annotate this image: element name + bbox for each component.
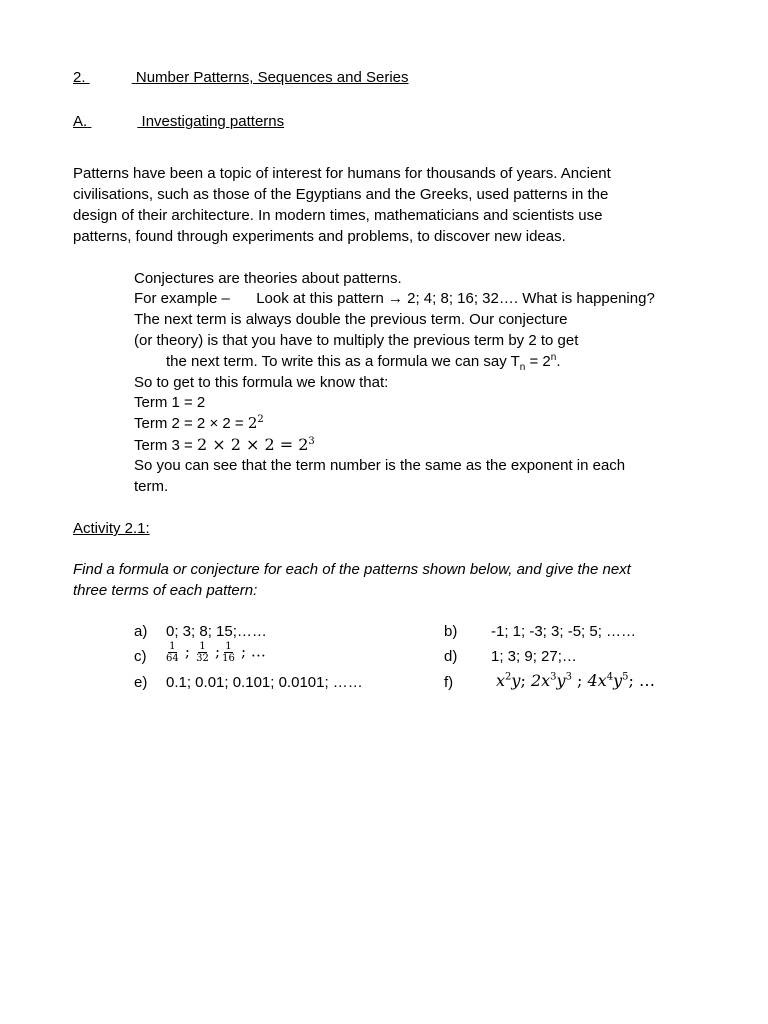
explain-line-2 — [134, 290, 655, 307]
explain-line-10: So you can see that the term number is the same as the exponent in each — [134, 457, 626, 474]
intro-paragraph — [73, 163, 611, 247]
section-number: 2. — [73, 69, 86, 86]
fraction-1-32: $\frac{1}{32}$ — [196, 641, 209, 664]
term-2-text: Term 2 = 2 × 2 = — [134, 415, 248, 432]
problem-f-text: $x^2y$; $2x^3y^3$ ; $4x^4y^5$; … — [496, 671, 655, 690]
explain-line-4: (or theory) is that you have to multiply the previous term by 2 to get — [134, 332, 579, 349]
problem-b-text: -1; 1; -3; 3; -5; 5; …… — [491, 623, 637, 640]
formula-exponent: n — [550, 352, 557, 363]
problem-e-label: e) — [134, 674, 148, 691]
formula-period: . — [556, 353, 561, 370]
explain-line-3: The next term is always double the previous term. Our conjecture — [134, 311, 568, 328]
term-3-product: 2 × 2 × 2 = 2 — [196, 435, 309, 454]
problem-c-label: c) — [134, 648, 147, 665]
problem-a-label: a) — [134, 623, 148, 640]
activity-title: Activity 2.1: — [73, 520, 150, 537]
problem-b-label: b) — [444, 623, 458, 640]
problem-a-text: 0; 3; 8; 15;…… — [166, 623, 267, 640]
fraction-1-16: $\frac{1}{16}$ — [222, 641, 235, 664]
problem-c-text: $\frac{1}{64}$ ; $\frac{1}{32}$ ; $\frac{1}{16}$ ; … — [166, 641, 266, 664]
section-heading — [73, 69, 409, 86]
example-lead: For example – — [134, 290, 230, 307]
explain-line-11: term. — [134, 478, 169, 495]
term-3-power-exp: 3 — [308, 436, 315, 447]
explain-line-6: So to get to this formula we know that: — [134, 374, 389, 391]
section-title: Number Patterns, Sequences and Series — [135, 69, 409, 86]
subsection-title: Investigating patterns — [141, 113, 285, 130]
term-3-text: Term 3 = — [134, 437, 197, 454]
term-2-power-base: 2 — [247, 414, 258, 432]
subsection-letter: A. — [73, 113, 88, 130]
intro-line-1: Patterns have been a topic of interest for humans for thousands of years. Ancient — [73, 165, 611, 182]
activity-instructions-2: three terms of each pattern: — [73, 582, 258, 599]
formula-subscript: n — [519, 362, 526, 373]
explain-line-5 — [166, 352, 561, 373]
problem-e-text: 0.1; 0.01; 0.101; 0.0101; …… — [166, 674, 363, 691]
subsection-heading — [73, 113, 284, 130]
intro-line-4: patterns, found through experiments and problems, to discover new ideas. — [73, 228, 566, 245]
problem-d-label: d) — [444, 648, 458, 665]
formula-equals: = 2 — [525, 353, 551, 370]
intro-line-2: civilisations, such as those of the Egyptians and the Greeks, used patterns in the — [73, 186, 609, 203]
explain-line-1: Conjectures are theories about patterns. — [134, 270, 402, 287]
problem-d-text: 1; 3; 9; 27;… — [491, 648, 577, 665]
term-1: Term 1 = 2 — [134, 394, 206, 411]
formula-text: the next term. To write this as a formula we can say T — [166, 353, 520, 370]
term-3 — [134, 435, 315, 454]
problem-f-label: f) — [444, 674, 454, 691]
activity-instructions-1: Find a formula or conjecture for each of the patterns shown below, and give the next — [73, 561, 631, 578]
intro-line-3: design of their architecture. In modern times, mathematicians and scientists use — [73, 207, 603, 224]
term-2 — [134, 414, 264, 432]
fraction-1-64: $\frac{1}{64}$ — [166, 641, 179, 664]
term-2-power-exp: 2 — [257, 414, 264, 425]
example-pattern: Look at this pattern → 2; 4; 8; 16; 32…. What is happening? — [256, 290, 655, 307]
